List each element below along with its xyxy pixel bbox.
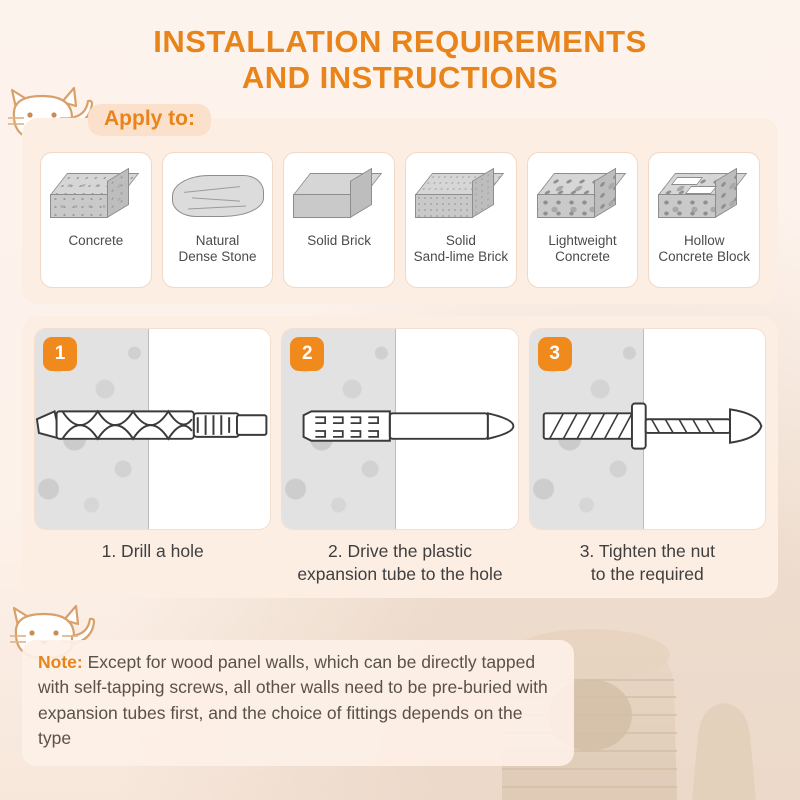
note-keyword: Note: <box>38 652 83 672</box>
note-body: Except for wood panel walls, which can be directly tapped with self-tapping screws, all other walls need to be pre-buried with expansion tubes first, and the choice of fittings depends on the type <box>38 652 548 749</box>
step-caption: 3. Tighten the nut to the required <box>579 541 715 584</box>
material-label: Natural Dense Stone <box>178 233 257 264</box>
material-card-hollow-concrete-block <box>648 152 760 288</box>
material-card-solid-brick <box>283 152 395 288</box>
plain-block-icon <box>287 165 391 227</box>
hollow-block-icon <box>652 165 756 227</box>
steps-list <box>34 328 766 586</box>
material-label: Solid Sand-lime Brick <box>413 233 509 264</box>
apply-to-panel <box>22 107 778 304</box>
step-number: 3 <box>538 337 572 371</box>
step-number: 1 <box>43 337 77 371</box>
material-card-lightweight-concrete <box>527 152 639 288</box>
step-caption: 1. Drill a hole <box>101 541 204 561</box>
steps-panel <box>22 316 778 598</box>
step-3-illustration <box>529 328 766 530</box>
step-2-illustration <box>281 328 518 530</box>
apply-to-label: Apply to: <box>88 104 211 136</box>
material-list <box>40 152 760 288</box>
material-label: Lightweight Concrete <box>548 233 617 264</box>
material-card-solid-sand-lime-brick <box>405 152 517 288</box>
material-card-concrete <box>40 152 152 288</box>
step-3 <box>529 328 766 586</box>
step-number: 2 <box>290 337 324 371</box>
page-title <box>0 0 800 95</box>
step-1-illustration <box>34 328 271 530</box>
material-label: Solid Brick <box>307 233 372 248</box>
material-card-natural-dense-stone <box>162 152 274 288</box>
fine-speckled-block-icon <box>409 165 513 227</box>
note-text <box>38 650 560 752</box>
step-2 <box>281 328 518 586</box>
speckled-block-icon <box>44 165 148 227</box>
step-1 <box>34 328 271 586</box>
material-label: Hollow Concrete Block <box>658 233 750 264</box>
title-line-1: INSTALLATION REQUIREMENTS <box>153 24 647 59</box>
coarse-block-icon <box>531 165 635 227</box>
step-caption: 2. Drive the plastic expansion tube to the hole <box>297 541 503 584</box>
note-panel <box>22 640 574 766</box>
material-label: Concrete <box>68 233 124 248</box>
title-line-2: AND INSTRUCTIONS <box>241 59 559 95</box>
stone-slab-icon <box>166 165 270 227</box>
